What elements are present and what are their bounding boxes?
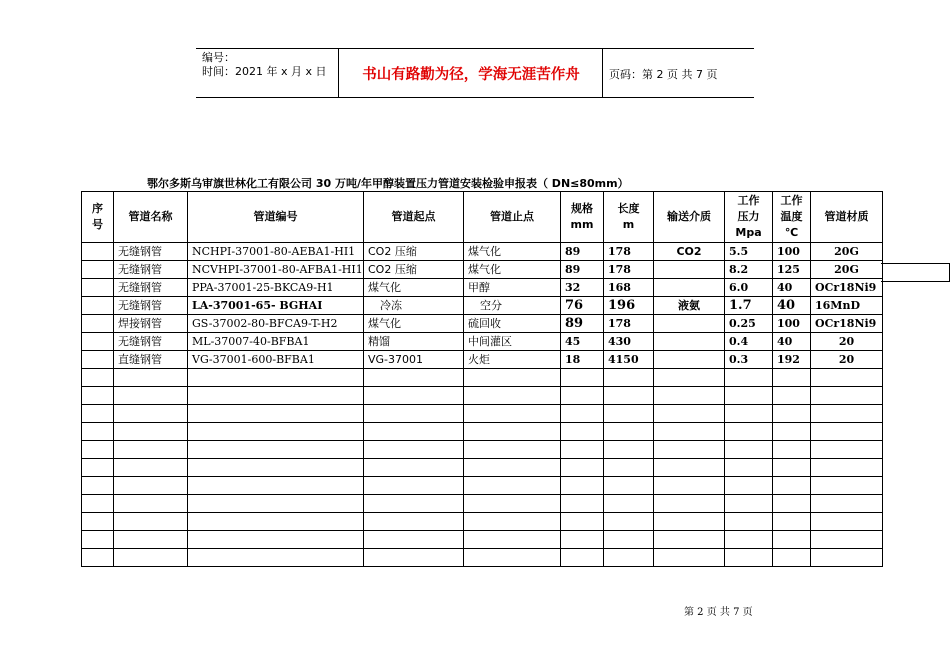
column-header: 管道名称 bbox=[114, 192, 188, 243]
table-cell bbox=[561, 477, 604, 495]
table-cell bbox=[773, 531, 811, 549]
table-cell bbox=[464, 405, 561, 423]
table-cell: 液氨 bbox=[654, 297, 725, 315]
table-cell bbox=[773, 441, 811, 459]
table-cell bbox=[114, 477, 188, 495]
table-cell: 焊接钢管 bbox=[114, 315, 188, 333]
table-row bbox=[82, 351, 883, 369]
table-cell bbox=[114, 387, 188, 405]
table-cell bbox=[188, 387, 364, 405]
table-cell: 20G bbox=[811, 243, 883, 261]
table-cell bbox=[811, 495, 883, 513]
table-cell: 16MnD bbox=[811, 297, 883, 315]
table-cell bbox=[364, 441, 464, 459]
table-cell: 178 bbox=[604, 261, 654, 279]
column-header: 序 号 bbox=[82, 192, 114, 243]
table-cell: 煤气化 bbox=[364, 315, 464, 333]
table-cell bbox=[604, 459, 654, 477]
table-cell: LA-37001-65- BGHAI bbox=[188, 297, 364, 315]
table-cell: 40 bbox=[773, 279, 811, 297]
column-header: 规格 mm bbox=[561, 192, 604, 243]
table-cell: 89 bbox=[561, 243, 604, 261]
table-cell: 煤气化 bbox=[364, 279, 464, 297]
table-cell bbox=[114, 531, 188, 549]
table-cell bbox=[561, 549, 604, 567]
table-cell bbox=[654, 333, 725, 351]
table-cell bbox=[811, 549, 883, 567]
table-cell bbox=[811, 387, 883, 405]
table-cell bbox=[654, 261, 725, 279]
table-cell bbox=[114, 405, 188, 423]
table-cell bbox=[82, 459, 114, 477]
table-row bbox=[82, 405, 883, 423]
table-cell bbox=[773, 477, 811, 495]
table-cell bbox=[773, 459, 811, 477]
table-cell bbox=[811, 405, 883, 423]
table-cell bbox=[773, 549, 811, 567]
table-cell bbox=[725, 513, 773, 531]
table-cell bbox=[604, 387, 654, 405]
table-cell bbox=[464, 369, 561, 387]
table-cell: 168 bbox=[604, 279, 654, 297]
table-cell bbox=[654, 459, 725, 477]
table-cell bbox=[773, 423, 811, 441]
table-cell bbox=[464, 531, 561, 549]
table-header-row bbox=[82, 192, 883, 243]
column-header: 工作 温度 ℃ bbox=[773, 192, 811, 243]
form-title: 鄂尔多斯乌审旗世林化工有限公司 30 万吨/年甲醇装置压力管道安装检验申报表（ DN≤80mm） bbox=[147, 177, 629, 190]
table-cell bbox=[773, 513, 811, 531]
table-cell bbox=[82, 405, 114, 423]
table-row bbox=[82, 441, 883, 459]
table-cell: CO2 压缩 bbox=[364, 243, 464, 261]
table-cell bbox=[364, 387, 464, 405]
table-cell bbox=[114, 549, 188, 567]
table-cell bbox=[561, 369, 604, 387]
table-cell bbox=[604, 423, 654, 441]
table-cell bbox=[188, 459, 364, 477]
table-row bbox=[82, 531, 883, 549]
table-cell bbox=[811, 477, 883, 495]
table-cell bbox=[604, 369, 654, 387]
table-stray-border bbox=[881, 263, 950, 282]
table-cell bbox=[811, 513, 883, 531]
table-cell bbox=[725, 369, 773, 387]
table-cell: OCr18Ni9 bbox=[811, 279, 883, 297]
table-cell: 无缝钢管 bbox=[114, 279, 188, 297]
table-cell bbox=[364, 459, 464, 477]
table-cell: VG-37001 bbox=[364, 351, 464, 369]
document-number-label: 编号： bbox=[202, 51, 235, 64]
table-cell bbox=[364, 513, 464, 531]
table-cell bbox=[82, 351, 114, 369]
table-cell bbox=[464, 513, 561, 531]
table-cell: 甲醇 bbox=[464, 279, 561, 297]
column-header: 管道止点 bbox=[464, 192, 561, 243]
table-cell bbox=[82, 297, 114, 315]
table-cell bbox=[811, 423, 883, 441]
table-cell bbox=[811, 369, 883, 387]
table-cell bbox=[654, 405, 725, 423]
table-cell bbox=[654, 369, 725, 387]
column-header: 管道编号 bbox=[188, 192, 364, 243]
table-cell bbox=[561, 495, 604, 513]
table-cell bbox=[82, 315, 114, 333]
table-cell bbox=[464, 459, 561, 477]
column-header: 长度 m bbox=[604, 192, 654, 243]
table-cell bbox=[114, 459, 188, 477]
table-row bbox=[82, 243, 883, 261]
table-cell: OCr18Ni9 bbox=[811, 315, 883, 333]
table-cell bbox=[82, 423, 114, 441]
table-cell bbox=[725, 423, 773, 441]
table-cell bbox=[188, 495, 364, 513]
table-cell bbox=[654, 531, 725, 549]
table-cell: 空分 bbox=[464, 297, 561, 315]
table-cell bbox=[654, 279, 725, 297]
table-cell: 火炬 bbox=[464, 351, 561, 369]
table-cell: 0.4 bbox=[725, 333, 773, 351]
page-footer: 第 2 页 共 7 页 bbox=[684, 607, 753, 618]
table-cell bbox=[654, 441, 725, 459]
table-cell bbox=[604, 531, 654, 549]
table-cell bbox=[364, 405, 464, 423]
table-cell: 18 bbox=[561, 351, 604, 369]
table-cell bbox=[811, 441, 883, 459]
table-cell bbox=[364, 423, 464, 441]
table-cell bbox=[604, 477, 654, 495]
table-cell bbox=[561, 459, 604, 477]
page-header bbox=[196, 48, 754, 98]
table-cell bbox=[82, 495, 114, 513]
table-cell bbox=[188, 513, 364, 531]
table-cell bbox=[364, 369, 464, 387]
table-cell: 40 bbox=[773, 297, 811, 315]
table-cell: PPA-37001-25-BKCA9-H1 bbox=[188, 279, 364, 297]
table-cell bbox=[654, 315, 725, 333]
column-header: 工作 压力 Mpa bbox=[725, 192, 773, 243]
table-cell bbox=[725, 477, 773, 495]
header-divider bbox=[602, 49, 603, 97]
table-row bbox=[82, 549, 883, 567]
table-cell: 0.25 bbox=[725, 315, 773, 333]
table-row bbox=[82, 459, 883, 477]
table-cell bbox=[561, 531, 604, 549]
table-cell bbox=[464, 387, 561, 405]
table-cell: 无缝钢管 bbox=[114, 243, 188, 261]
table-cell bbox=[82, 261, 114, 279]
table-cell bbox=[604, 549, 654, 567]
header-motto: 书山有路勤为径，学海无涯苦作舟 bbox=[362, 66, 580, 83]
table-cell bbox=[82, 369, 114, 387]
table-cell bbox=[114, 441, 188, 459]
table-cell: 192 bbox=[773, 351, 811, 369]
table-row bbox=[82, 423, 883, 441]
table-cell: 40 bbox=[773, 333, 811, 351]
table-cell bbox=[604, 441, 654, 459]
table-cell bbox=[82, 513, 114, 531]
table-cell: 76 bbox=[561, 297, 604, 315]
table-cell: 20G bbox=[811, 261, 883, 279]
table-cell bbox=[114, 423, 188, 441]
table-cell bbox=[561, 405, 604, 423]
table-cell: 冷冻 bbox=[364, 297, 464, 315]
column-header: 输送介质 bbox=[654, 192, 725, 243]
table-row bbox=[82, 477, 883, 495]
table-cell: 6.0 bbox=[725, 279, 773, 297]
table-cell: 精馏 bbox=[364, 333, 464, 351]
table-cell bbox=[811, 459, 883, 477]
table-cell bbox=[464, 477, 561, 495]
table-cell bbox=[561, 387, 604, 405]
table-cell bbox=[188, 531, 364, 549]
header-page-number: 页码：第 2 页 共 7 页 bbox=[609, 68, 718, 81]
table-cell: 100 bbox=[773, 315, 811, 333]
table-cell bbox=[561, 513, 604, 531]
header-meta bbox=[202, 51, 327, 79]
table-cell: 4150 bbox=[604, 351, 654, 369]
table-row bbox=[82, 369, 883, 387]
table-cell bbox=[773, 405, 811, 423]
table-cell: 45 bbox=[561, 333, 604, 351]
table-cell bbox=[654, 549, 725, 567]
table-cell: 20 bbox=[811, 333, 883, 351]
table-row bbox=[82, 387, 883, 405]
table-row bbox=[82, 315, 883, 333]
table-cell bbox=[188, 405, 364, 423]
table-cell: 125 bbox=[773, 261, 811, 279]
table-cell bbox=[561, 423, 604, 441]
table-cell: 无缝钢管 bbox=[114, 261, 188, 279]
table-cell: 8.2 bbox=[725, 261, 773, 279]
document-time-label: 时间：2021 年 x 月 x 日 bbox=[202, 65, 327, 78]
table-cell bbox=[464, 441, 561, 459]
pipeline-table bbox=[81, 191, 883, 567]
table-cell: 直缝钢管 bbox=[114, 351, 188, 369]
table-cell bbox=[654, 351, 725, 369]
table-cell: 无缝钢管 bbox=[114, 297, 188, 315]
table-cell bbox=[811, 531, 883, 549]
table-cell bbox=[654, 477, 725, 495]
table-cell bbox=[725, 531, 773, 549]
column-header: 管道材质 bbox=[811, 192, 883, 243]
table-cell: 硫回收 bbox=[464, 315, 561, 333]
table-cell: 无缝钢管 bbox=[114, 333, 188, 351]
table-cell bbox=[82, 243, 114, 261]
table-cell bbox=[725, 405, 773, 423]
table-cell: VG-37001-600-BFBA1 bbox=[188, 351, 364, 369]
table-cell: CO2 bbox=[654, 243, 725, 261]
table-row bbox=[82, 261, 883, 279]
table-cell bbox=[364, 477, 464, 495]
table-cell bbox=[82, 531, 114, 549]
table-cell bbox=[188, 369, 364, 387]
table-row bbox=[82, 333, 883, 351]
table-row bbox=[82, 297, 883, 315]
table-cell bbox=[654, 513, 725, 531]
table-cell bbox=[114, 495, 188, 513]
table-cell bbox=[773, 495, 811, 513]
table-cell bbox=[82, 441, 114, 459]
table-cell: 100 bbox=[773, 243, 811, 261]
table-cell: 430 bbox=[604, 333, 654, 351]
table-cell bbox=[604, 495, 654, 513]
table-row bbox=[82, 279, 883, 297]
table-cell: 煤气化 bbox=[464, 243, 561, 261]
table-cell: 89 bbox=[561, 261, 604, 279]
table-cell: 0.3 bbox=[725, 351, 773, 369]
table-cell bbox=[82, 387, 114, 405]
table-cell bbox=[82, 279, 114, 297]
table-cell: 煤气化 bbox=[464, 261, 561, 279]
table-cell bbox=[725, 495, 773, 513]
table-cell bbox=[464, 423, 561, 441]
table-cell: 32 bbox=[561, 279, 604, 297]
table-cell: 178 bbox=[604, 243, 654, 261]
table-cell: NCVHPI-37001-80-AFBA1-HI1 bbox=[188, 261, 364, 279]
table-cell bbox=[114, 369, 188, 387]
table-cell bbox=[773, 387, 811, 405]
table-cell bbox=[364, 495, 464, 513]
column-header: 管道起点 bbox=[364, 192, 464, 243]
table-cell: 20 bbox=[811, 351, 883, 369]
table-cell bbox=[188, 423, 364, 441]
table-cell bbox=[82, 549, 114, 567]
table-cell bbox=[364, 549, 464, 567]
table-cell bbox=[188, 477, 364, 495]
table-cell bbox=[188, 549, 364, 567]
table-cell bbox=[725, 459, 773, 477]
table-cell bbox=[364, 531, 464, 549]
table-cell bbox=[464, 495, 561, 513]
table-cell bbox=[114, 513, 188, 531]
table-cell: ML-37007-40-BFBA1 bbox=[188, 333, 364, 351]
table-cell: 5.5 bbox=[725, 243, 773, 261]
table-row bbox=[82, 495, 883, 513]
table-cell bbox=[654, 387, 725, 405]
table-cell bbox=[725, 549, 773, 567]
table-cell bbox=[604, 405, 654, 423]
table-cell bbox=[773, 369, 811, 387]
table-cell bbox=[188, 441, 364, 459]
table-cell: 中间灌区 bbox=[464, 333, 561, 351]
table-cell bbox=[654, 423, 725, 441]
table-cell bbox=[725, 441, 773, 459]
table-cell: 196 bbox=[604, 297, 654, 315]
table-cell: 178 bbox=[604, 315, 654, 333]
table-cell bbox=[654, 495, 725, 513]
table-cell bbox=[604, 513, 654, 531]
table-cell bbox=[82, 333, 114, 351]
table-cell: 89 bbox=[561, 315, 604, 333]
table-cell: NCHPI-37001-80-AEBA1-HI1 bbox=[188, 243, 364, 261]
table-row bbox=[82, 513, 883, 531]
table-cell: CO2 压缩 bbox=[364, 261, 464, 279]
table-cell: GS-37002-80-BFCA9-T-H2 bbox=[188, 315, 364, 333]
table-cell bbox=[82, 477, 114, 495]
table-cell bbox=[561, 441, 604, 459]
table-cell bbox=[464, 549, 561, 567]
table-cell: 1.7 bbox=[725, 297, 773, 315]
table-cell bbox=[725, 387, 773, 405]
